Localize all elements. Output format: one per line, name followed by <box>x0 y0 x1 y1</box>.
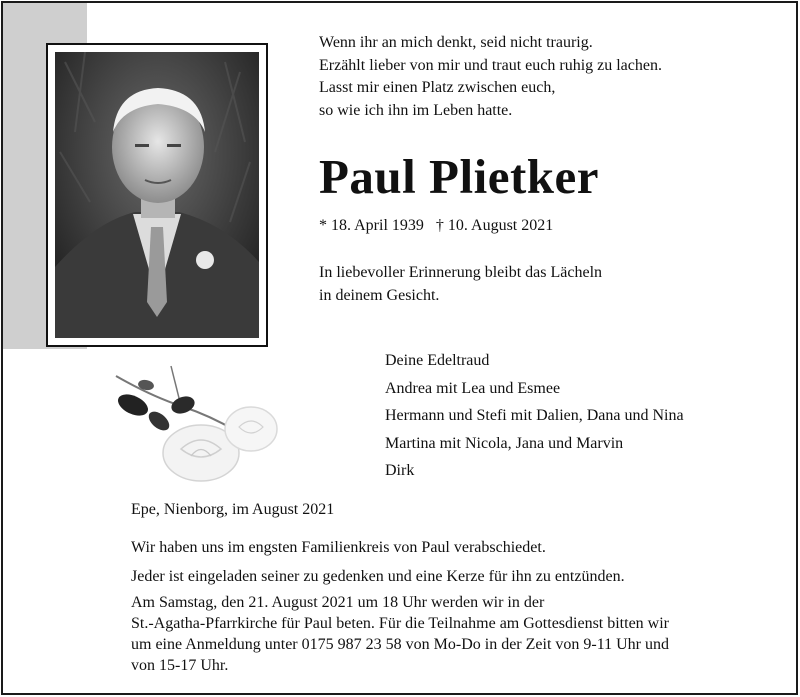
rose-illustration <box>111 361 291 486</box>
family-member: Deine Edeltraud <box>385 352 490 369</box>
family-list <box>385 347 684 485</box>
candle-paragraph: Jeder ist eingeladen seiner zu gedenken und eine Kerze für ihn zu entzünden. <box>131 568 625 585</box>
deceased-name: Paul Plietker <box>319 149 600 204</box>
family-member: Martina mit Nicola, Jana und Marvin <box>385 434 624 452</box>
verse-line: Erzählt lieber von mir und traut euch ruhig zu lachen. <box>319 56 662 74</box>
poem-verse <box>319 32 662 122</box>
place-and-date: Epe, Nienborg, im August 2021 <box>131 501 335 518</box>
service-line: Am Samstag, den 21. August 2021 um 18 Uhr werden wir in der <box>131 594 545 611</box>
farewell-paragraph: Wir haben uns im engsten Familienkreis von Paul verabschiedet. <box>131 539 546 556</box>
portrait-photo <box>55 52 259 338</box>
life-dates <box>319 215 553 237</box>
obituary-card <box>1 1 798 695</box>
service-paragraph <box>131 592 669 676</box>
service-line: von 15-17 Uhr. <box>131 657 229 674</box>
verse-line: so wie ich ihn im Leben hatte. <box>319 101 513 119</box>
birth-date: * 18. April 1939 <box>319 217 424 234</box>
death-date: † 10. August 2021 <box>435 217 554 234</box>
service-line: um eine Anmeldung unter 0175 987 23 58 von Mo-Do in der Zeit von 9-11 Uhr und <box>131 636 669 653</box>
portrait-frame <box>46 43 268 347</box>
family-member: Andrea mit Lea und Esmee <box>385 379 561 397</box>
service-line: St.-Agatha-Pfarrkirche für Paul beten. Für die Teilnahme am Gottesdienst bitten wir <box>131 615 669 632</box>
memory-text <box>319 262 602 307</box>
memory-line: in deinem Gesicht. <box>319 286 440 304</box>
family-member: Dirk <box>385 462 415 479</box>
verse-line: Lasst mir einen Platz zwischen euch, <box>319 79 556 96</box>
memory-line: In liebevoller Erinnerung bleibt das Lächeln <box>319 264 603 281</box>
family-member: Hermann und Stefi mit Dalien, Dana und Nina <box>385 407 684 424</box>
verse-line: Wenn ihr an mich denkt, seid nicht traurig. <box>319 34 593 51</box>
